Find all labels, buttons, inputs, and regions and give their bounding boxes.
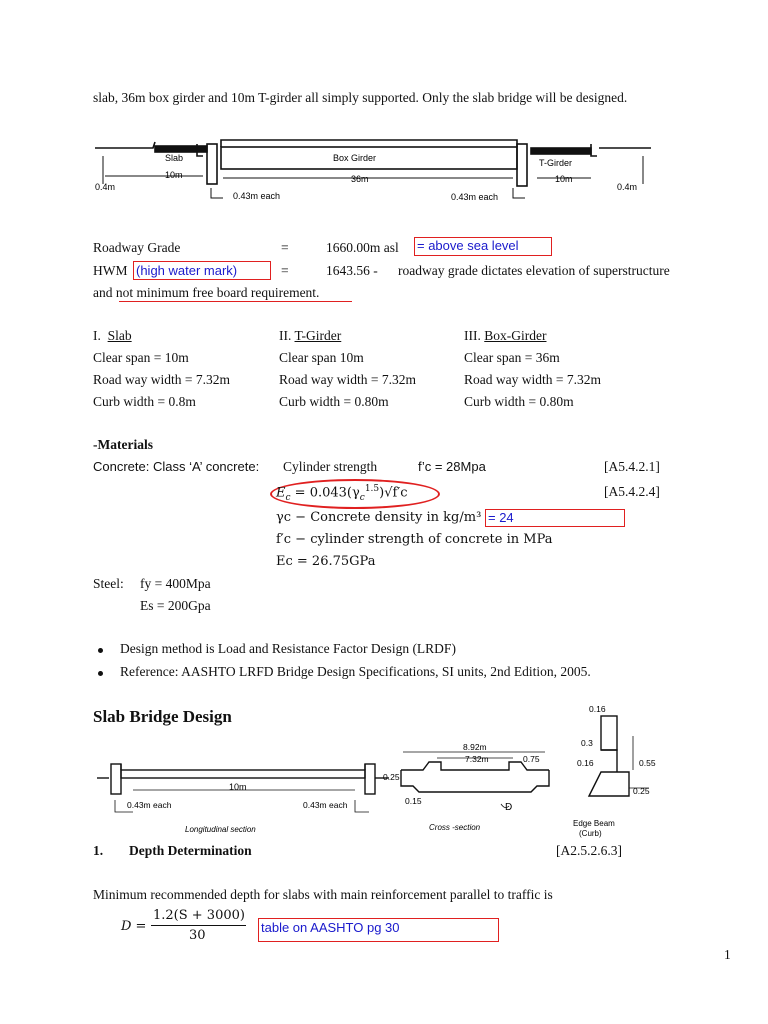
fig1-slab-label: Slab (165, 153, 184, 163)
page-number: 1 (724, 947, 731, 962)
depth-heading-title: Depth Determination (129, 843, 252, 858)
steel-fy: fy = 400Mpa (140, 576, 211, 591)
depth-note: table on AASHTO pg 30 (261, 920, 400, 935)
fig2-d015: 0.15 (405, 796, 422, 806)
hwm-line2 (93, 285, 319, 301)
span-slab-clear: Clear span = 10m (93, 350, 189, 365)
bridge-elevation-figure (93, 128, 653, 210)
concrete-class: Concrete: Class ‘A’ concrete: (93, 459, 260, 474)
span-box-width: Road way width = 7.32m (464, 372, 601, 387)
bullet-dot-1 (98, 648, 103, 653)
slab-bridge-sections-figure (93, 700, 673, 840)
depth-ref: [A2.5.2.6.3] (556, 843, 622, 858)
span-tgirder-curb: Curb width = 0.80m (279, 394, 389, 409)
ref-a5424: [A5.4.2.4] (604, 484, 660, 499)
section-title: Slab Bridge Design (93, 707, 232, 726)
fig2-dD: D (505, 802, 513, 813)
fig2-e016b: 0.16 (577, 758, 594, 768)
depth-formula-numerator: 1.2(S + 3000) (153, 908, 245, 923)
fig2-edge-caption: Edge Beam (573, 819, 615, 828)
hwm-line2-emph: not minimum free board requirement. (115, 285, 320, 300)
hwm-eq: = (281, 263, 289, 278)
fig2-left-pier: 0.43m each (127, 800, 172, 810)
intro-text: slab, 36m box girder and 10m T-girder all simply supported. Only the slab bridge will be designed. (93, 90, 628, 105)
fc-definition: f′c − cylinder strength of concrete in MPa (276, 532, 553, 547)
fig2-d732: 7.32m (465, 754, 489, 764)
fig2-d075: 0.75 (523, 754, 540, 764)
gamma-definition: γc − Concrete density in kg/m³ (276, 510, 482, 525)
fig2-e016: 0.16 (589, 704, 606, 714)
depth-formula-bar (151, 925, 246, 926)
ec-formula: $E_c = 0.043(\gamma_c^{1.5})√f'c$ (276, 484, 408, 503)
fig2-e025: 0.25 (633, 786, 650, 796)
hwm-underline (119, 301, 352, 302)
bullet-dot-2 (98, 671, 103, 676)
ec-value: Ec = 26.75GPa (276, 554, 376, 569)
hwm-value: 1643.56 - (326, 263, 378, 278)
fig1-box-label: Box Girder (333, 153, 377, 163)
span-slab-title: I. Slab (93, 328, 132, 343)
fig1-right-pier: 0.43m each (451, 192, 499, 202)
cylinder-strength: Cylinder strength (283, 459, 378, 474)
depth-formula-lhs: D = (121, 919, 147, 934)
materials-heading: -Materials (93, 437, 153, 452)
fig1-left-pier: 0.43m each (233, 191, 281, 201)
span-slab-width: Road way width = 7.32m (93, 372, 230, 387)
hwm-note: (high water mark) (136, 263, 238, 278)
hwm-label: HWM (93, 263, 128, 278)
span-tgirder-clear: Clear span 10m (279, 350, 364, 365)
span-box-title: III. Box-Girder (464, 328, 547, 343)
bullet-design-method: Design method is Load and Resistance Factor Design (LRDF) (120, 641, 456, 656)
roadway-note: = above sea level (417, 238, 519, 253)
fig1-middle-span: 36m (351, 174, 369, 184)
fig2-e03: 0.3 (581, 738, 593, 748)
span-tgirder-title: II. T-Girder (279, 328, 342, 343)
depth-formula-denominator: 30 (189, 928, 206, 943)
ref-a5421: [A5.4.2.1] (604, 459, 660, 474)
span-tgirder-width: Road way width = 7.32m (279, 372, 416, 387)
fig2-d025: 0.25 (383, 772, 400, 782)
depth-text: Minimum recommended depth for slabs with main reinforcement parallel to traffic is (93, 887, 553, 902)
span-box-clear: Clear span = 36m (464, 350, 560, 365)
span-slab-curb: Curb width = 0.8m (93, 394, 196, 409)
fig2-e055: 0.55 (639, 758, 656, 768)
fig1-left-depth: 0.4m (95, 182, 116, 192)
depth-heading-number: 1. (93, 843, 104, 858)
fig1-right-depth: 0.4m (617, 182, 638, 192)
fig1-left-span: 10m (165, 170, 183, 180)
steel-label: Steel: (93, 576, 124, 591)
steel-es: Es = 200Gpa (140, 598, 211, 613)
span-box-curb: Curb width = 0.80m (464, 394, 574, 409)
roadway-grade-eq: = (281, 240, 289, 255)
fig2-d892: 8.92m (463, 742, 487, 752)
fc-value: f’c = 28Mpa (418, 459, 486, 474)
fig2-cross-caption: Cross -section (429, 823, 481, 832)
hwm-remark: roadway grade dictates elevation of superstructure (398, 263, 670, 278)
fig2-edge-caption2: (Curb) (579, 829, 602, 838)
fig1-right-span: 10m (555, 174, 573, 184)
fig2-long-caption: Longitudinal section (185, 825, 256, 834)
roadway-grade-value: 1660.00m asl (326, 240, 399, 255)
fig1-tgirder-label: T-Girder (539, 158, 573, 168)
bullet-reference: Reference: AASHTO LRFD Bridge Design Specifications, SI units, 2nd Edition, 2005. (120, 664, 591, 679)
gamma-note: = 24 (488, 510, 514, 525)
fig2-span: 10m (229, 782, 247, 792)
roadway-grade-label: Roadway Grade (93, 240, 181, 255)
hwm-line2-prefix: and (93, 285, 116, 300)
fig2-right-pier: 0.43m each (303, 800, 348, 810)
